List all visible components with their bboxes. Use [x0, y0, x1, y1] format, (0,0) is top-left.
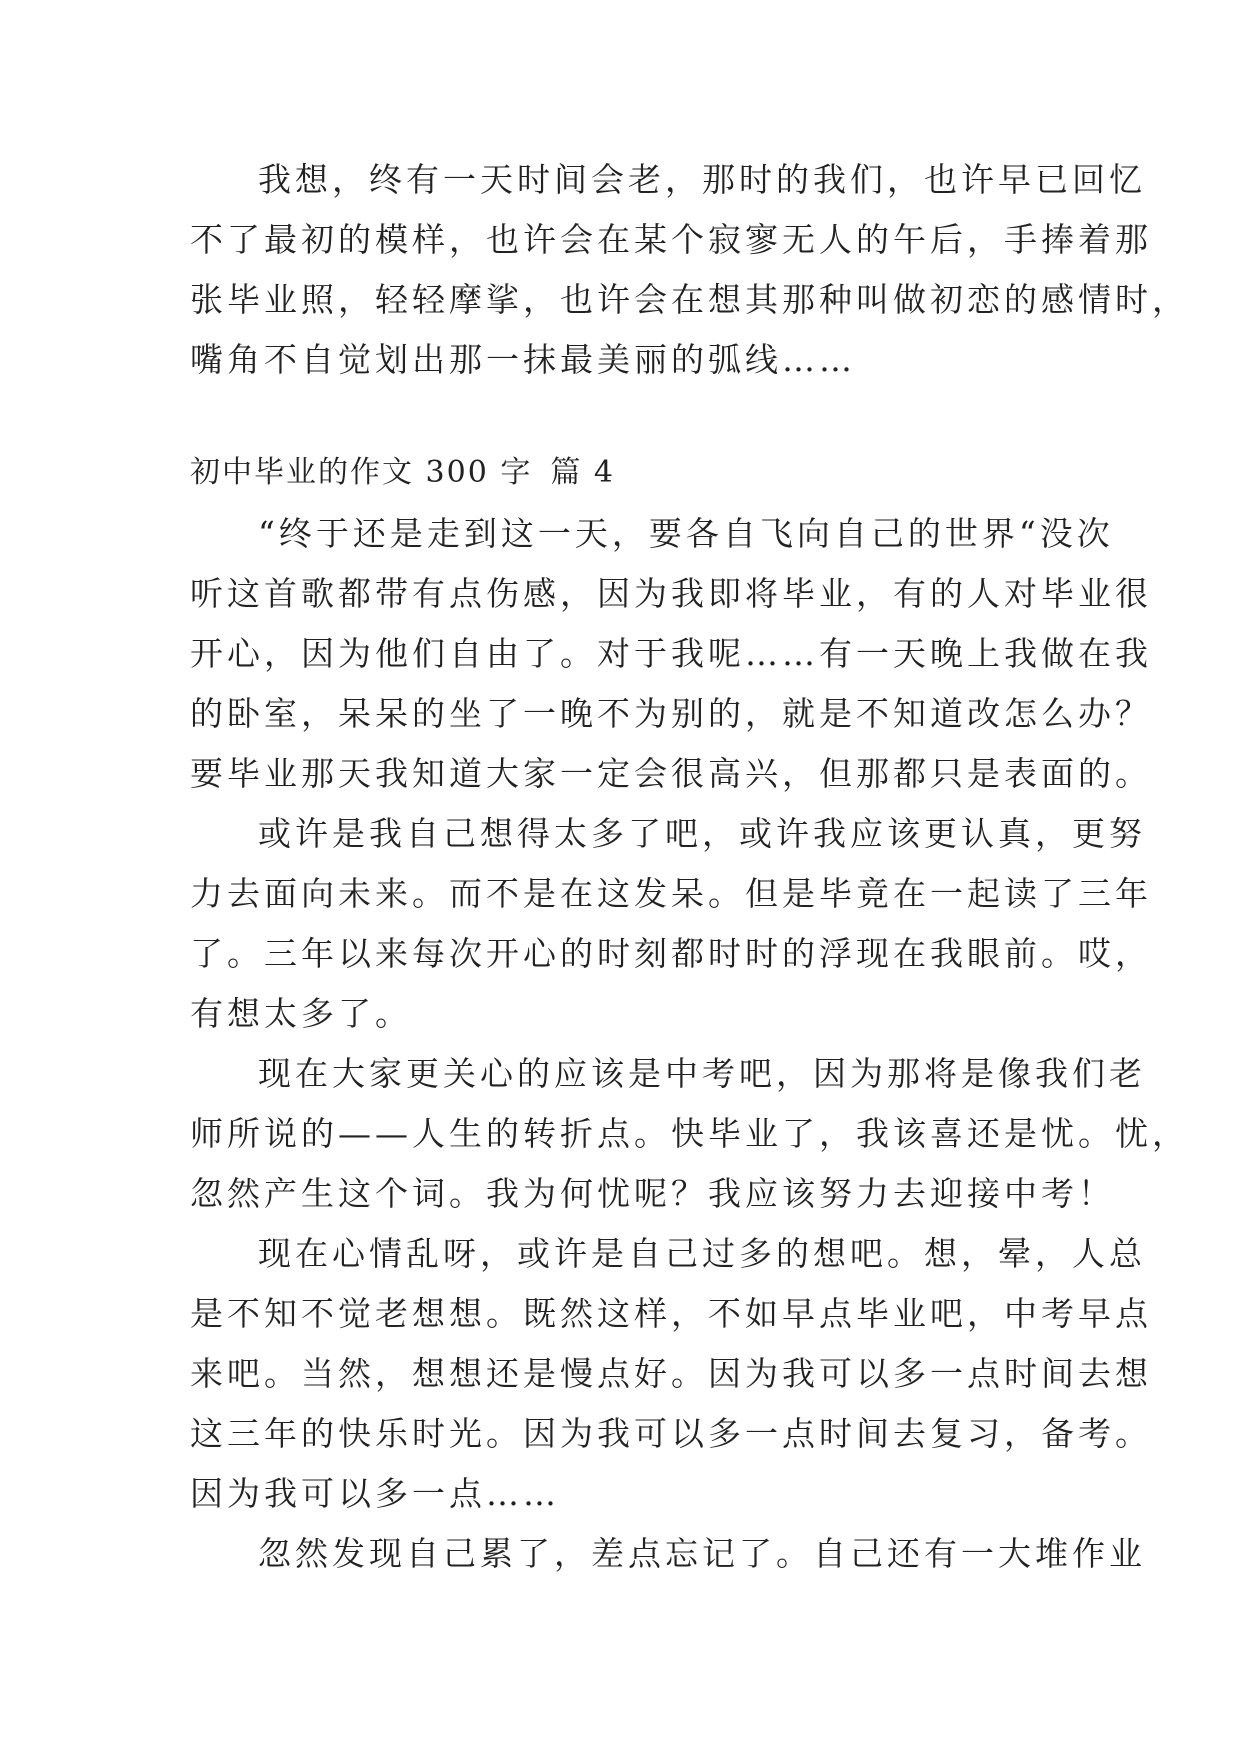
text-line: 嘴角不自觉划出那一抹最美丽的弧线…… — [190, 340, 856, 379]
text-line: 张毕业照，轻轻摩挲，也许会在想其那种叫做初恋的感情时， — [190, 280, 1189, 319]
text-line: 力去面向未来。而不是在这发呆。但是毕竟在一起读了三年 — [190, 874, 1152, 913]
text-line: 不了最初的模样，也许会在某个寂寥无人的午后，手捧着那 — [190, 220, 1152, 259]
text-line: 来吧。当然，想想还是慢点好。因为我可以多一点时间去想 — [190, 1354, 1152, 1393]
essay-body — [190, 504, 1189, 1584]
text-line: 师所说的——人生的转折点。快毕业了，我该喜还是忧。忧， — [190, 1114, 1189, 1153]
text-line: 了。三年以来每次开心的时刻都时时的浮现在我眼前。哎， — [190, 934, 1152, 973]
text-line: 这三年的快乐时光。因为我可以多一点时间去复习，备考。 — [190, 1414, 1152, 1453]
section-heading — [190, 448, 615, 498]
text-line: 或许是我自己想得太多了吧，或许我应该更认真，更努 — [258, 814, 1146, 853]
text-line: 忽然产生这个词。我为何忧呢？我应该努力去迎接中考！ — [190, 1174, 1115, 1213]
text-line: 忽然发现自己累了，差点忘记了。自己还有一大堆作业 — [258, 1534, 1146, 1573]
text-line: 我想，终有一天时间会老，那时的我们，也许早已回忆 — [258, 160, 1146, 199]
text-line: 开心，因为他们自由了。对于我呢……有一天晚上我做在我 — [190, 634, 1152, 673]
intro-paragraph — [190, 150, 1189, 390]
text-line: “终于还是走到这一天，要各自飞向自己的世界“没次 — [258, 514, 1114, 553]
text-line: 现在心情乱呀，或许是自己过多的想吧。想，晕，人总 — [258, 1234, 1146, 1273]
section-number: 篇 4 — [550, 455, 615, 490]
section-title: 初中毕业的作文 300 字 — [190, 455, 533, 490]
text-line: 因为我可以多一点…… — [190, 1474, 560, 1513]
text-line: 听这首歌都带有点伤感，因为我即将毕业，有的人对毕业很 — [190, 574, 1152, 613]
text-line: 现在大家更关心的应该是中考吧，因为那将是像我们老 — [258, 1054, 1146, 1093]
text-line: 的卧室，呆呆的坐了一晚不为别的，就是不知道改怎么办？ — [190, 694, 1152, 733]
text-line: 要毕业那天我知道大家一定会很高兴，但那都只是表面的。 — [190, 754, 1152, 793]
text-line: 是不知不觉老想想。既然这样，不如早点毕业吧，中考早点 — [190, 1294, 1152, 1333]
text-line: 有想太多了。 — [190, 994, 412, 1033]
